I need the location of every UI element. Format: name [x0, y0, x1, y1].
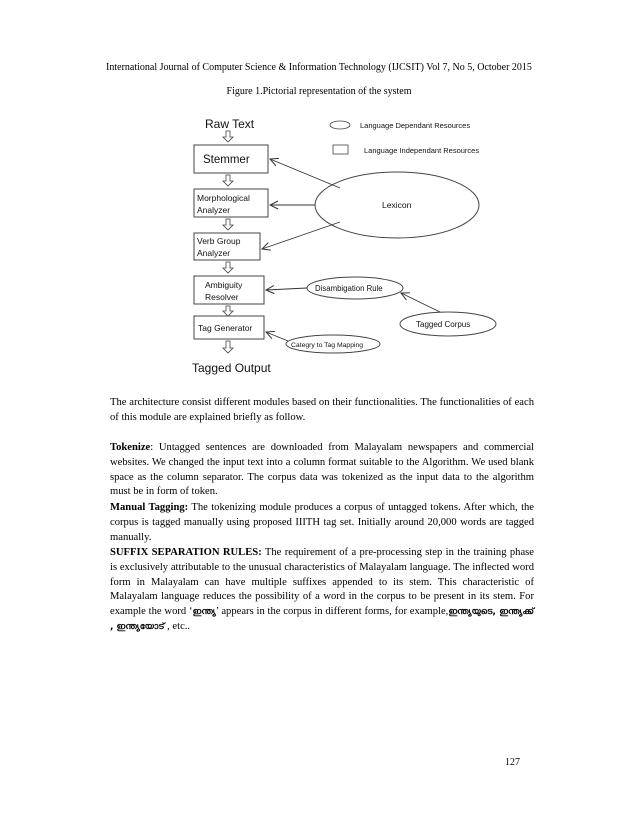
- malayalam-examples: ഇന്ത്യയുടെ, ഇന്ത്യക്ക് , ഇന്ത്യയോട്: [110, 607, 534, 632]
- verb-label-line2: Analyzer: [197, 248, 231, 258]
- figure-caption: Figure 1.Pictorial representation of the system: [226, 86, 412, 97]
- tagged-corpus-label: Tagged Corpus: [416, 320, 471, 329]
- paragraph-manual-tagging: [110, 501, 534, 545]
- category-mapping-label: Categry to Tag Mapping: [291, 342, 364, 349]
- disambiguation-rule-label: Disambigation Rule: [315, 284, 383, 293]
- suffix-rules-label: SUFFIX SEPARATION RULES:: [110, 547, 262, 558]
- system-diagram: [0, 105, 638, 385]
- rule-to-ambiguity-arrow: [266, 288, 307, 290]
- malayalam-word: ഇന്ത്യ: [192, 607, 216, 618]
- hollow-arrow: [223, 306, 233, 316]
- mapping-to-tag-generator-arrow: [266, 332, 288, 341]
- page-number: 127: [505, 757, 520, 768]
- hollow-arrow: [223, 219, 233, 230]
- manual-tagging-label: Manual Tagging:: [110, 502, 189, 513]
- tagged-output-label: Tagged Output: [192, 361, 271, 375]
- ambig-label-line2: Resolver: [205, 292, 239, 302]
- manual-tagging-text: The tokenizing module produces a corpus of untagged tokens. After which, the corpus is tagged manually using proposed IIITH tag set. Initially around 20,000 words are tagged manually.: [110, 502, 535, 543]
- tokenize-text: : Untagged sentences are downloaded from Malayalam newspapers and commercial websites. We changed the input text into a column format suitable to the Algorithm. We used blank space as the column separator. The corpus data was tokenized as the input data to the algorithm must be in form of token.: [110, 442, 534, 498]
- tag-generator-label: Tag Generator: [198, 323, 253, 333]
- lexicon-label: Lexicon: [382, 200, 412, 210]
- suffix-rules-text-2: ’ appears in the corpus in different forms, for example,: [215, 606, 449, 618]
- raw-text-label: Raw Text: [205, 117, 255, 131]
- corpus-to-rule-arrow: [401, 293, 440, 312]
- morph-label-line1: Morphological: [197, 193, 250, 203]
- lexicon-to-stemmer-arrow: [270, 159, 340, 188]
- lexicon-to-verb-arrow: [262, 222, 340, 249]
- legend-dependant-label: Language Dependant Resources: [360, 121, 471, 130]
- suffix-rules-text-3: , etc..: [164, 620, 191, 632]
- legend-independant-label: Language Independant Resources: [364, 146, 480, 155]
- verb-label-line1: Verb Group: [197, 236, 241, 246]
- journal-header: International Journal of Computer Science & Information Technology (IJCSIT) Vol 7, No 5, October 2015: [106, 62, 532, 73]
- morph-label-line2: Analyzer: [197, 205, 231, 215]
- tokenize-label: Tokenize: [110, 442, 151, 453]
- ambig-label-line1: Ambiguity: [205, 280, 243, 290]
- hollow-arrow: [223, 131, 233, 142]
- paragraph-tokenize: [110, 441, 534, 500]
- legend-ellipse-icon: [330, 121, 350, 129]
- stemmer-label: Stemmer: [203, 154, 250, 166]
- hollow-arrow: [223, 262, 233, 273]
- p1-text: The architecture consist different modules based on their functionalities. The functionalities of each of this module are explained briefly as follow.: [110, 397, 534, 423]
- suffix-rules-text: The requirement of a pre-processing step in the training phase is exclusively attributable to the unusual characteristics of Malayalam language. The inflected word form in Malayalam can have multiple suffixes appended to its stem. This characteristic of Malayalam language reduces the possibility of a word in the corpus to be present in its stem. For example the word ‘: [110, 547, 534, 618]
- paragraph-architecture: [110, 396, 534, 426]
- hollow-arrow: [223, 341, 233, 353]
- paragraph-suffix-separation: [110, 546, 534, 635]
- legend-rectangle-icon: [333, 145, 348, 154]
- hollow-arrow: [223, 175, 233, 186]
